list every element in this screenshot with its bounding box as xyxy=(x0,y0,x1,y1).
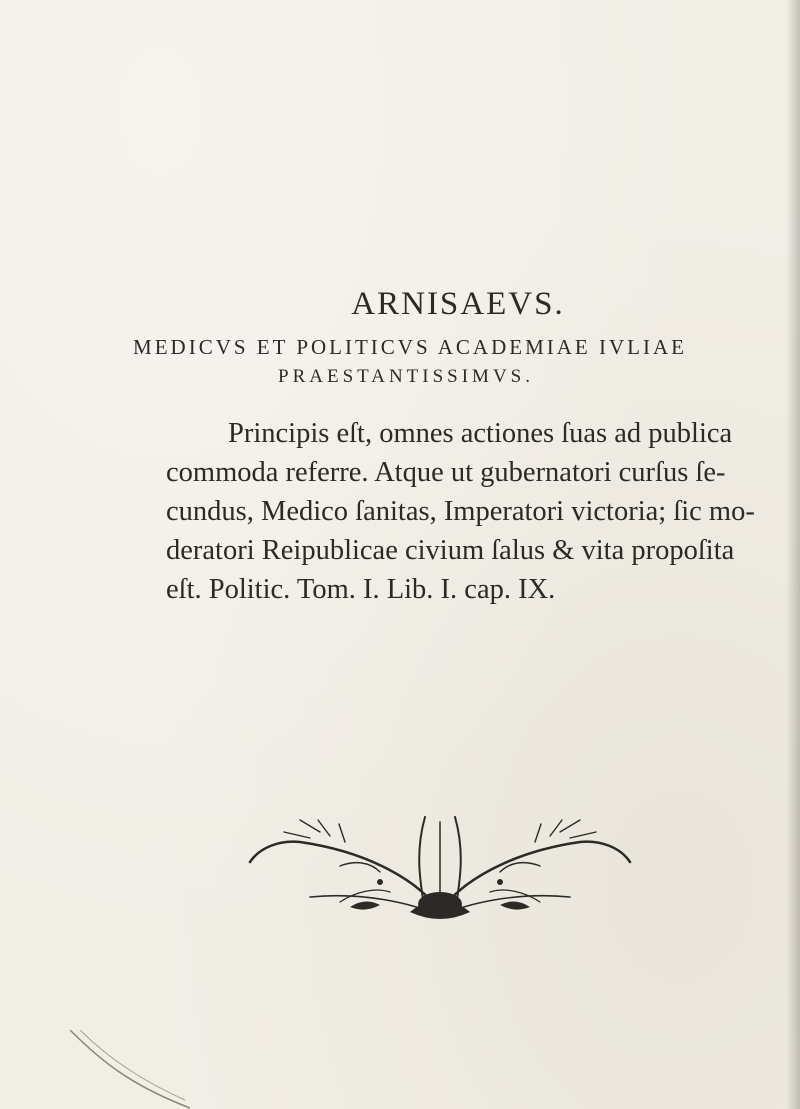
quote-paragraph xyxy=(166,414,796,609)
page-corner-mark xyxy=(70,1030,190,1109)
quote-line: cundus, Medico ſanitas, Imperatori victoria; ſic mo- xyxy=(166,496,755,527)
quote-line: deratori Reipublicae civium ſalus & vita propoſita xyxy=(166,535,735,566)
floral-tailpiece-icon xyxy=(220,812,660,924)
quote-line: eſt. Politic. Tom. I. Lib. I. cap. IX. xyxy=(166,574,556,605)
author-subtitle: MEDICVS ET POLITICVS ACADEMIAE IVLIAE xyxy=(133,335,687,359)
quote-line: commoda referre. Atque ut gubernatori curſus ſe- xyxy=(166,457,726,488)
quote-line: Principis eſt, omnes actiones ſuas ad publica xyxy=(228,418,733,449)
author-subtitle-2: PRAESTANTISSIMVS. xyxy=(278,366,534,387)
author-heading: ARNISAEVS. xyxy=(351,286,565,322)
